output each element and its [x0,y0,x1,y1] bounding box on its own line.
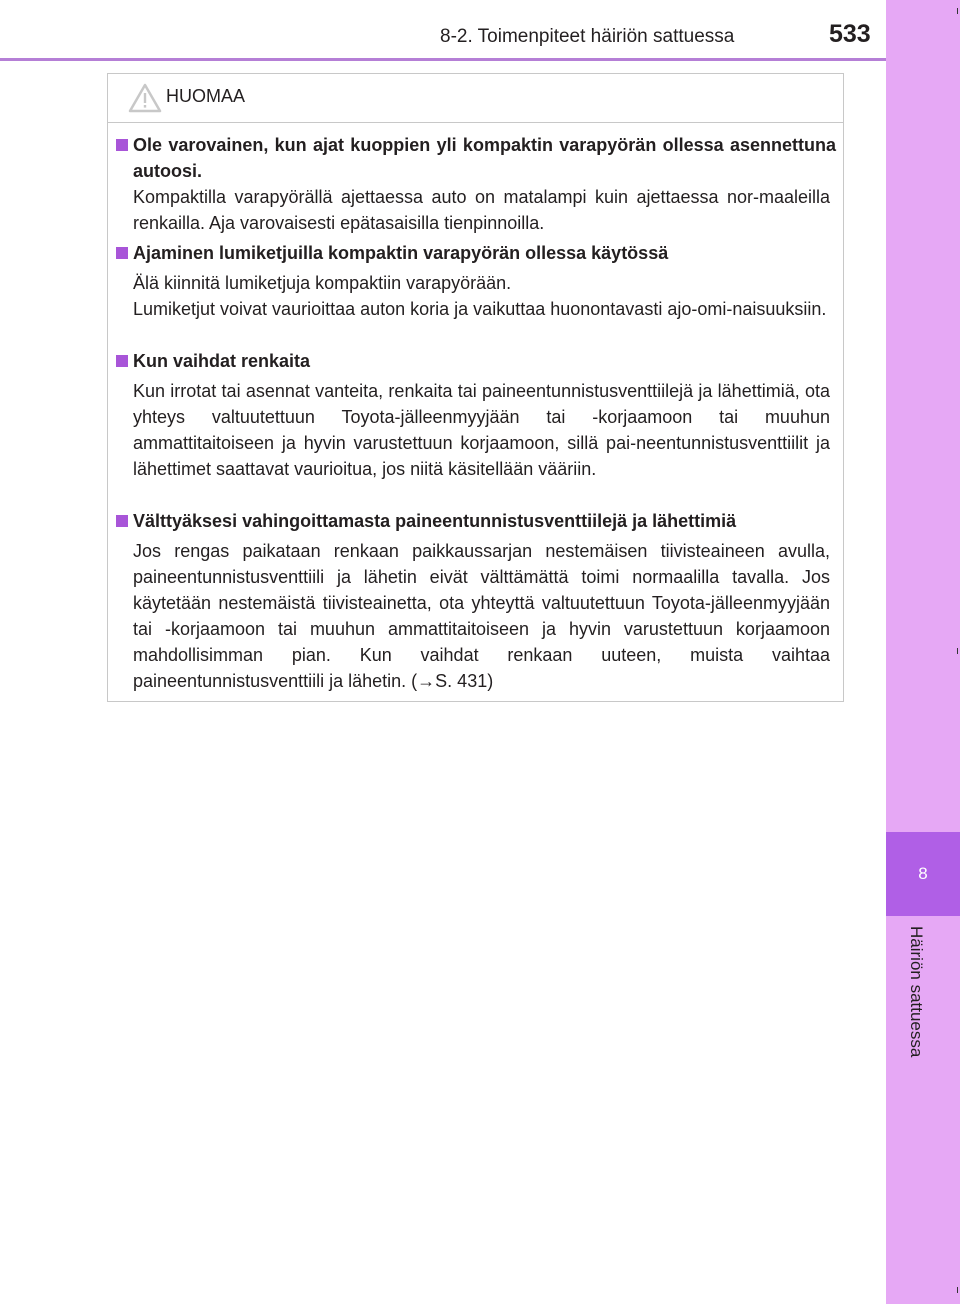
chapter-title: Häiriön sattuessa [907,926,926,1058]
crop-mark [957,648,958,654]
crop-mark [957,8,958,14]
warning-triangle-icon [128,83,162,118]
notice-topic [116,508,836,534]
topic-body [133,378,830,482]
page-number: 533 [829,20,871,48]
topic-heading: Ajaminen lumiketjuilla kompaktin varapyörän ollessa käytössä [133,243,669,263]
chapter-side-strip [886,0,960,1304]
section-title: 8-2. Toimenpiteet häiriön sattuessa [440,26,735,47]
notice-box [107,73,844,702]
header-divider [0,58,886,61]
topic-body [133,538,830,694]
topic-body [133,184,830,236]
crop-mark [957,1287,958,1293]
topic-heading: Kun vaihdat renkaita [133,351,311,371]
square-bullet-icon [116,515,128,527]
notice-topic [116,240,836,266]
topic-body [133,270,830,322]
topic-paragraph: Lumiketjut voivat vaurioittaa auton koria ja vaikuttaa huonontavasti ajo-omi-naisuuksiin. [133,299,827,319]
square-bullet-icon [116,247,128,259]
notice-title: HUOMAA [166,86,246,106]
topic-paragraph: Jos rengas paikataan renkaan paikkaussarjan nestemäisen tiivisteaineen avulla, paineentunnistusventtiili ja lähetin eivät välttämättä toimi normaalilla tavalla. Jos käytetään nestemäistä tiivisteainetta, ota yhteyttä valtuutettuun Toyota-jälleenmyyjään tai -korjaamoon tai muuhun ammattitaitoiseen ja hyvin varustettuun korjaamoon mahdollisimman pian. Kun vaihdat renkaan uuteen, muista vaihtaa paineentunnistusventtiili ja lähetin. (→S. 431) [133,541,830,691]
notice-header [108,74,843,123]
chapter-number: 8 [918,864,928,883]
chapter-tab [886,832,960,916]
notice-topic [116,348,836,374]
topic-paragraph: Kun irrotat tai asennat vanteita, renkaita tai paineentunnistusventtiilejä ja lähettimiä, ota yhteys valtuutettuun Toyota-jälleenmyyjään tai -korjaamoon tai muuhun ammattitaitoiseen ja hyvin varustettuun korjaamoon, sillä pai-neentunnistusventtiilit ja lähettimet saattavat vaurioitua, jos niitä käsitellään vääriin. [133,381,830,479]
square-bullet-icon [116,355,128,367]
topic-paragraph: Älä kiinnitä lumiketjuja kompaktiin varapyörään. [133,273,512,293]
topic-heading: Ole varovainen, kun ajat kuoppien yli kompaktin varapyörän ollessa asennettuna autoosi. [133,135,836,181]
square-bullet-icon [116,139,128,151]
topic-paragraph: Kompaktilla varapyörällä ajettaessa auto on matalampi kuin ajettaessa nor-maaleilla renkailla. Aja varovaisesti epätasaisilla tienpinnoilla. [133,187,830,233]
topic-heading: Välttyäksesi vahingoittamasta paineentunnistusventtiilejä ja lähettimiä [133,511,737,531]
notice-topic [116,132,836,184]
